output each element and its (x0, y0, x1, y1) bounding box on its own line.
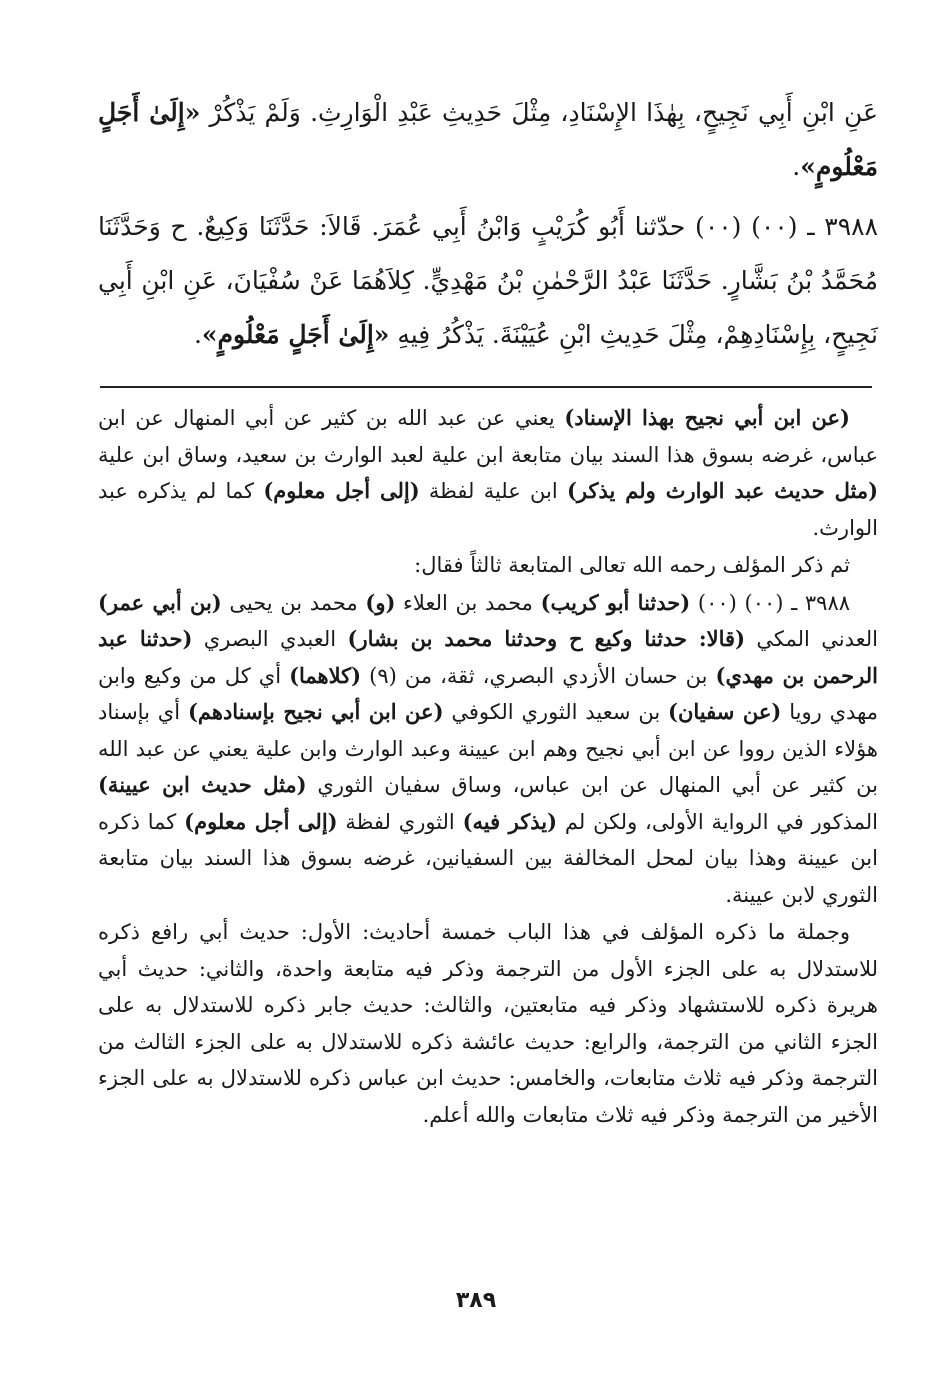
commentary-bold: (مثل حديث عبد الوارث ولم يذكر) (566, 478, 879, 503)
commentary-bold: (إلى أجل معلوم) (263, 478, 420, 503)
page-number: ٣٨٩ (455, 1288, 497, 1313)
commentary-text: محمد بن يحيى (221, 590, 366, 615)
commentary-text: بن سعيد الثوري الكوفي (443, 700, 669, 724)
commentary-text: المذكور في الرواية الأولى، ولكن لم (557, 809, 878, 834)
commentary-text: العدني المكي (745, 627, 878, 651)
commentary-bold: (مثل حديث ابن عيينة) (98, 772, 307, 797)
commentary-text: العبدي البصري (192, 627, 348, 651)
matn-text: عَنِ ابْنِ أَبِي نَجِيحٍ، بِهٰذَا الإِسْنَادِ، مِثْلَ حَدِيثِ عَبْدِ الْوَارِثِ. وَلَمْ يَذْكُرْ (200, 98, 878, 127)
commentary-bold: (عن ابن أبي نجيح بهذا الإسناد) (564, 405, 850, 430)
matn-bold-phrase: «إِلَىٰ أَجَلٍ مَعْلُومٍ» (98, 98, 878, 181)
commentary-section (98, 400, 878, 1133)
commentary-text: كما ذكره ابن عيينة وهذا بيان لمحل المخالفة بين السفيانين، غرضه بسوق هذا السند بيان متابعة الثوري لابن عيينة. (98, 809, 878, 907)
commentary-paragraph-3 (98, 585, 878, 914)
commentary-bold: (حدثنا عبد الرحمن بن مهدي) (98, 626, 878, 688)
commentary-bold: (يذكر فيه) (462, 808, 558, 834)
commentary-text: أي كل من وكيع وابن مهدي رويا (98, 663, 878, 724)
commentary-text: الثوري لفظة (337, 809, 463, 834)
matn-paragraph-2 (98, 200, 878, 362)
matn-section (98, 86, 878, 362)
commentary-bold: (قالا: حدثنا وكيع ح وحدثنا محمد بن بشار) (347, 626, 746, 651)
commentary-paragraph-2: ثم ذكر المؤلف رحمه الله تعالى المتابعة ثالثاً فقال: (414, 553, 850, 577)
commentary-text: يعني عن عبد الله بن كثير عن أبي المنهال عن ابن عباس، غرضه بسوق هذا السند بيان متابعة ابن علية لعبد الوارث بن سعيد، وساق ابن علية (98, 406, 878, 467)
matn-paragraph-1 (98, 86, 878, 194)
commentary-bold: (و) (365, 589, 396, 615)
commentary-text: بن حسان الأزدي البصري، ثقة، من (٩) (361, 663, 716, 688)
commentary-bold: (إلى أجل معلوم) (184, 808, 338, 834)
commentary-bold: (عن ابن أبي نجيح بإسنادهم) (187, 699, 444, 724)
commentary-text: ابن علية لفظة (419, 479, 567, 503)
footnote-divider (100, 386, 872, 388)
commentary-bold: (عن سفيان) (668, 699, 782, 724)
matn-text: ٣٩٨٨ ـ (٠٠) (٠٠) حدّثنا أَبُو كُرَيْبٍ وَابْنُ أَبِي عُمَرَ. قَالاَ: حَدَّثَنَا وَكِيعٌ. ح وَحَدَّثَنَا مُحَمَّدُ بْنُ بَشَّارٍ. حَدَّثَنَا عَبْدُ الرَّحْمٰنِ بْنُ مَهْدِيٍّ. كِلاَهُمَا عَنْ سُفْيَانَ، عَنِ ابْنِ أَبِي نَجِيحٍ، بِإِسْنَادِهِمْ، مِثْلَ حَدِيثِ ابْنِ عُيَيْنَةَ. يَذْكُرُ فِيهِ (98, 212, 878, 349)
matn-text: . (792, 152, 801, 181)
commentary-paragraph-4: وجملة ما ذكره المؤلف في هذا الباب خمسة أحاديث: الأول: حديث أبي رافع ذكره للاستدلال به على الجزء الأول من الترجمة وذكر فيه متابعة واحدة، والثاني: حديث أبي هريرة ذكره للاستشهاد وذكر فيه متابعتين، والثالث: حديث جابر ذكره للاستدلال به على الجزء الثاني من الترجمة، والرابع: حديث عائشة ذكره للاستدلال به على الجزء الثالث من الترجمة وذكر فيه ثلاث متابعات، والخامس: حديث ابن عباس ذكره للاستدلال به على الجزء الأخير من الترجمة وذكر فيه ثلاث متابعات والله أعلم. (98, 920, 879, 1127)
matn-text: . (193, 320, 202, 349)
commentary-paragraph-1 (98, 400, 878, 546)
commentary-bold: (حدثنا أبو كريب) (540, 589, 691, 615)
commentary-bold: (كلاهما) (289, 662, 362, 688)
commentary-text: ٣٩٨٨ ـ (٠٠) (٠٠) (690, 590, 851, 615)
matn-bold-phrase: «إِلَىٰ أَجَلٍ مَعْلُومٍ» (201, 320, 390, 349)
commentary-bold: (بن أبي عمر) (98, 589, 222, 615)
commentary-text: محمد بن العلاء (395, 590, 541, 615)
commentary-text: كما لم يذكره عبد الوارث. (98, 479, 878, 540)
commentary-text: أي بإسناد هؤلاء الذين رووا عن ابن أبي نجيح وهم ابن عيينة وعبد الوارث وابن علية يعني عن عبد الله بن كثير عن أبي المنهال عن ابن عباس، وساق سفيان الثوري (98, 700, 878, 797)
